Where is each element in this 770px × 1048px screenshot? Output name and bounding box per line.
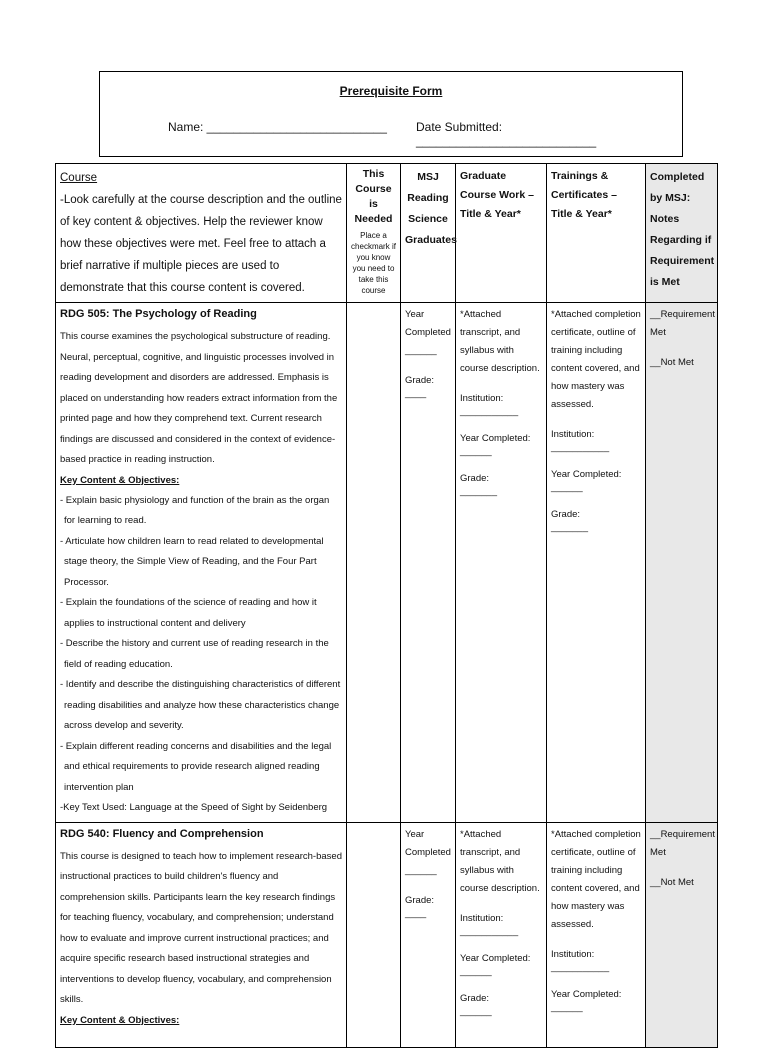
objective-item: - Explain the foundations of the science of reading and how it applies to instructional content and delivery <box>60 597 317 629</box>
trainings-cell[interactable] <box>547 822 646 1047</box>
date-submitted-field[interactable]: Date Submitted: ___________________________ <box>416 120 597 148</box>
grad-grade-blank[interactable]: _______ <box>460 486 497 497</box>
course-cell <box>56 303 347 823</box>
grad-institution-blank[interactable]: ___________ <box>460 925 519 937</box>
needed-header: This Course is Needed <box>354 168 393 225</box>
course-cell <box>56 822 347 1047</box>
table-header-row <box>56 164 718 303</box>
grad-institution-label: Institution: <box>460 912 504 924</box>
objective-item: - Explain different reading concerns and disabilities and the legal and ethical requirements to provide research aligned reading intervention plan <box>60 740 332 793</box>
grad-year-blank[interactable]: ______ <box>460 965 492 977</box>
course-header-cell <box>56 164 347 303</box>
key-content-label: Key Content & Objectives: <box>60 474 180 486</box>
train-institution-blank[interactable]: ___________ <box>551 442 610 453</box>
msj-grade-field[interactable]: Grade: ____ <box>405 375 435 399</box>
objective-item: - Articulate how children learn to read related to developmental stage theory, the Simple View of Reading, and the Four Part Processor. <box>60 535 324 588</box>
msj-header-cell <box>401 164 456 303</box>
prerequisite-table <box>55 163 718 1048</box>
train-institution-label: Institution: <box>551 948 595 960</box>
objective-item: - Identify and describe the distinguishing characteristics of different reading disabilities and analyze how these characteristics change across develop and severity. <box>60 679 341 731</box>
train-note: *Attached completion certificate, outline of training including content covered, and how mastery was assessed. <box>551 828 641 930</box>
grad-institution-label: Institution: <box>460 393 504 404</box>
train-year-label: Year Completed: <box>551 469 622 480</box>
msj-header: MSJ Reading Science Graduates <box>405 171 457 246</box>
msj-grade-field[interactable]: Grade: ____ <box>405 894 435 919</box>
requirement-met-option[interactable]: __Requirement Met <box>650 309 715 338</box>
train-grade-blank[interactable]: _______ <box>551 522 588 533</box>
not-met-option[interactable]: __Not Met <box>650 876 694 888</box>
trainings-header-cell <box>547 164 646 303</box>
grad-grade-blank[interactable]: ______ <box>460 1005 492 1017</box>
train-institution-blank[interactable]: ___________ <box>551 961 610 973</box>
trainings-cell[interactable] <box>547 303 646 823</box>
course-header: Course <box>60 172 98 184</box>
completed-cell[interactable] <box>646 822 718 1047</box>
needed-note: Place a checkmark if you know you need to take this course <box>351 231 396 295</box>
key-content-label: Key Content & Objectives: <box>60 1014 180 1026</box>
grad-year-label: Year Completed: <box>460 433 531 444</box>
grad-grade-label: Grade: <box>460 992 490 1004</box>
completed-cell[interactable] <box>646 303 718 823</box>
grad-course-header: Graduate Course Work – Title & Year* <box>460 170 534 220</box>
completed-header-cell <box>646 164 718 303</box>
name-field[interactable]: Name: ___________________________ <box>168 120 387 134</box>
grad-course-cell[interactable] <box>456 303 547 823</box>
msj-year-label: Year Completed <box>405 828 451 858</box>
msj-year-blank[interactable]: ______ <box>405 864 437 876</box>
table-row <box>56 303 718 823</box>
course-title: RDG 540: Fluency and Comprehension <box>60 827 264 840</box>
objective-item: - Explain basic physiology and function of the brain as the organ for learning to read. <box>60 494 330 526</box>
grad-institution-blank[interactable]: ___________ <box>460 406 519 417</box>
msj-cell[interactable] <box>401 303 456 823</box>
grad-note: *Attached transcript, and syllabus with course description. <box>460 828 540 894</box>
course-title: RDG 505: The Psychology of Reading <box>60 308 257 320</box>
train-note: *Attached completion certificate, outline of training including content covered, and how mastery was assessed. <box>551 309 641 410</box>
completed-header: Completed by MSJ: Notes Regarding if Requirement is Met <box>650 171 715 288</box>
form-title: Prerequisite Form <box>339 84 443 98</box>
msj-year-label: Year Completed <box>405 309 451 338</box>
train-grade-label: Grade: <box>551 509 581 520</box>
grad-course-header-cell <box>456 164 547 303</box>
grad-note: *Attached transcript, and syllabus with course description. <box>460 309 540 374</box>
course-description: This course is designed to teach how to implement research-based instructional practices to build children's fluency and comprehension skills. Participants learn the key research findings for teaching fluency, vocabulary, and comprehension; understand how to evaluate and improve current instructional practices; and acquire specific research based instructional strategies and interventions to develop fluency, vocabulary, and comprehension skills. <box>60 850 342 1005</box>
not-met-option[interactable]: __Not Met <box>650 357 694 368</box>
needed-checkbox-cell[interactable] <box>347 822 401 1047</box>
requirement-met-option[interactable]: __Requirement Met <box>650 828 715 858</box>
trainings-header: Trainings & Certificates – Title & Year* <box>551 170 617 220</box>
grad-year-blank[interactable]: ______ <box>460 446 492 457</box>
train-institution-label: Institution: <box>551 429 595 440</box>
grad-grade-label: Grade: <box>460 473 490 484</box>
train-year-blank[interactable]: ______ <box>551 1001 583 1013</box>
course-description: This course examines the psychological substructure of reading. Neural, perceptual, cognitive, and linguistic processes involved in reading development and disorders are addressed. Emphasis is placed on understanding how readers extract information from the printed page and how they comprehend text. Current research findings are discussed and considered in the context of evidence-based practice in reading instruction. <box>60 331 338 465</box>
train-year-label: Year Completed: <box>551 988 622 1000</box>
course-instructions: -Look carefully at the course description and the outline of key content & objectives. Help the reviewer know how these objectives were met. Feel free to attach a brief narrative if multiple pieces are used to demonstrate that this course content is covered. <box>60 194 342 294</box>
needed-header-cell <box>347 164 401 303</box>
form-header <box>99 71 683 157</box>
table-row <box>56 822 718 1047</box>
objective-item: - Describe the history and current use of reading research in the field of reading education. <box>60 638 329 670</box>
grad-year-label: Year Completed: <box>460 952 531 964</box>
msj-cell[interactable] <box>401 822 456 1047</box>
objective-item: -Key Text Used: Language at the Speed of Sight by Seidenberg <box>60 802 328 813</box>
needed-checkbox-cell[interactable] <box>347 303 401 823</box>
train-year-blank[interactable]: ______ <box>551 482 583 493</box>
msj-year-blank[interactable]: ______ <box>405 345 437 356</box>
grad-course-cell[interactable] <box>456 822 547 1047</box>
